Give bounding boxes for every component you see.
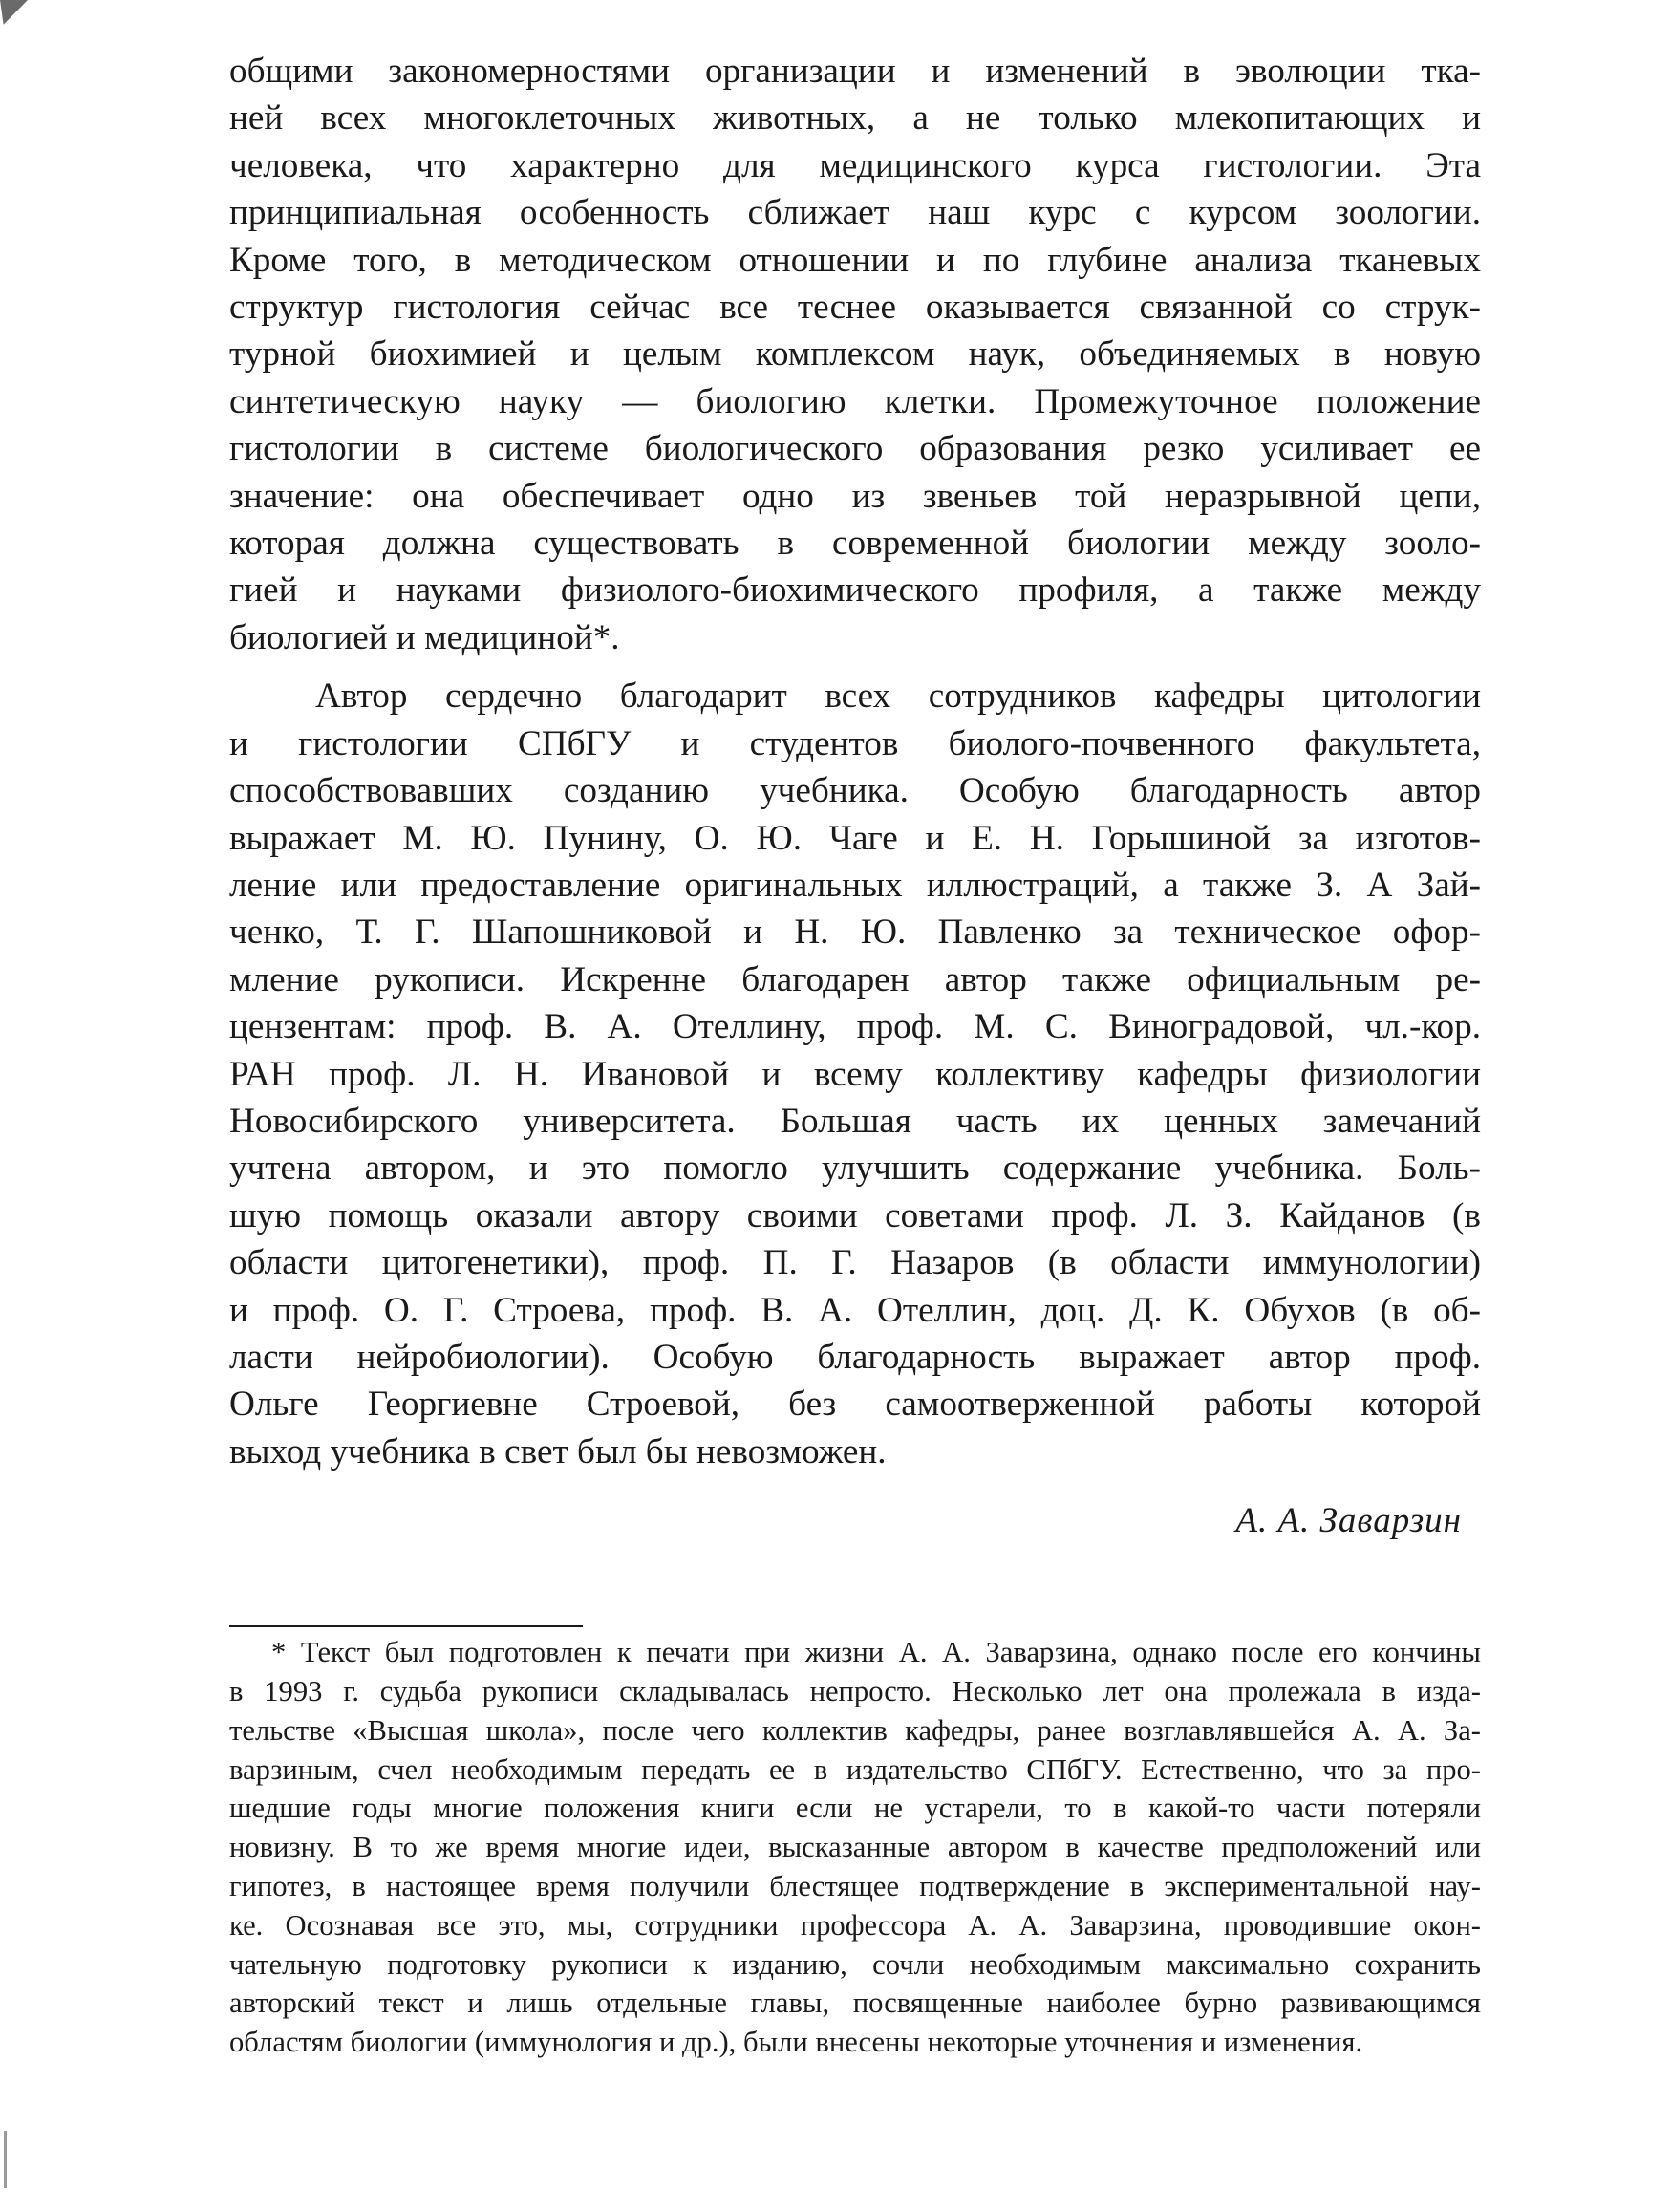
footnote-line: * Текст был подготовлен к печати при жизни А. А. Заварзина, однако после его кончины <box>271 1636 1481 1669</box>
text-line: структур гистология сейчас все теснее оказывается связанной со струк- <box>229 288 1481 328</box>
text-line: которая должна существовать в современной биологии между зооло- <box>229 524 1481 564</box>
text-line: РАН проф. Л. Н. Ивановой и всему коллективу кафедры физиологии <box>229 1054 1481 1094</box>
footnote-line: новизну. В то же время многие идеи, высказанные автором в качестве предположений или <box>229 1831 1481 1864</box>
footnote <box>229 1633 1481 2062</box>
scan-edge-mark <box>4 2131 7 2188</box>
text-line: биологией и медициной*. <box>229 617 620 657</box>
footnote-line: областям биологии (иммунология и др.), были внесены некоторые уточнения и изменения. <box>229 2026 1363 2059</box>
text-line: ление или предоставление оригинальных иллюстраций, а также З. А Зай- <box>229 865 1481 905</box>
text-line: ней всех многоклеточных животных, а не только млекопитающих и <box>229 98 1481 139</box>
text-line: выражает М. Ю. Пунину, О. Ю. Чаге и Е. Н. Горышиной за изготов- <box>229 818 1481 858</box>
footnote-line: в 1993 г. судьба рукописи складывалась непросто. Несколько лет она пролежала в изда- <box>229 1674 1481 1707</box>
text-line: турной биохимией и целым комплексом наук, объединяемых в новую <box>229 334 1481 375</box>
text-line: Ольге Георгиевне Строевой, без самоотверженной работы которой <box>229 1385 1481 1425</box>
footnote-line: авторский текст и лишь отдельные главы, посвященные наиболее бурно развивающимся <box>229 1987 1481 2020</box>
text-line: значение: она обеспечивает одно из звеньев той неразрывной цепи, <box>229 476 1481 516</box>
author-signature: А. А. Заварзин <box>1235 1501 1462 1541</box>
text-line: области цитогенетики), проф. П. Г. Назаров (в области иммунологии) <box>229 1243 1481 1283</box>
footnote-line: гипотез, в настоящее время получили блестящее подтверждение в экспериментальной нау- <box>229 1869 1481 1902</box>
text-line: человека, что характерно для медицинского курса гистологии. Эта <box>229 145 1481 185</box>
text-line: способствовавших созданию учебника. Особую благодарность автор <box>229 771 1481 811</box>
footnote-line: чательную подготовку рукописи к изданию, сочли необходимым максимально сохранить <box>229 1947 1481 1981</box>
footnote-line: шедшие годы многие положения книги если не устарели, то в какой-то части потеряли <box>229 1792 1481 1825</box>
text-line: мление рукописи. Искренне благодарен автор также официальным ре- <box>229 959 1481 999</box>
footnote-divider <box>229 1625 583 1627</box>
text-line: ченко, Т. Г. Шапошниковой и Н. Ю. Павленко за техническое офор- <box>229 913 1481 953</box>
text-line: принципиальная особенность сближает наш курс с курсом зоологии. <box>229 193 1481 233</box>
footnote-line: тельстве «Высшая школа», после чего коллектив кафедры, ранее возглавлявшейся А. А. За- <box>229 1713 1481 1747</box>
text-line: выход учебника в свет был бы невозможен. <box>229 1431 887 1471</box>
main-text <box>229 48 1481 1475</box>
text-line: Кроме того, в методическом отношении и по глубине анализа тканевых <box>229 240 1481 280</box>
text-line: гистологии в системе биологического образования резко усиливает ее <box>229 429 1481 469</box>
text-line: Новосибирского университета. Большая часть их ценных замечаний <box>229 1101 1481 1141</box>
scan-corner-mark <box>0 0 35 25</box>
document-page <box>229 48 1481 2062</box>
text-line: и гистологии СПбГУ и студентов биолого-почвенного факультета, <box>229 723 1481 763</box>
text-line: шую помощь оказали автору своими советами проф. Л. З. Кайданов (в <box>229 1195 1481 1235</box>
text-line: и проф. О. Г. Строева, проф. В. А. Отеллин, доц. Д. К. Обухов (в об- <box>229 1290 1481 1330</box>
footnote-line: ке. Осознавая все это, мы, сотрудники профессора А. А. Заварзина, проводившие окон- <box>229 1908 1481 1942</box>
text-line: синтетическую науку — биологию клетки. Промежуточное положение <box>229 381 1481 421</box>
text-line: гией и науками физиолого-биохимического профиля, а также между <box>229 570 1481 611</box>
text-line: ласти нейробиологии). Особую благодарность выражает автор проф. <box>229 1337 1481 1377</box>
text-line: учтена автором, и это помогло улучшить содержание учебника. Боль- <box>229 1149 1481 1189</box>
text-line: цензентам: проф. В. А. Отеллину, проф. М. С. Виноградовой, чл.-кор. <box>229 1007 1481 1047</box>
footnote-line: варзиным, счел необходимым передать ее в издательство СПбГУ. Естественно, что за про- <box>229 1752 1481 1786</box>
text-line: Автор сердечно благодарит всех сотрудников кафедры цитологии <box>315 676 1481 717</box>
text-line: общими закономерностями организации и изменений в эволюции тка- <box>229 52 1481 91</box>
